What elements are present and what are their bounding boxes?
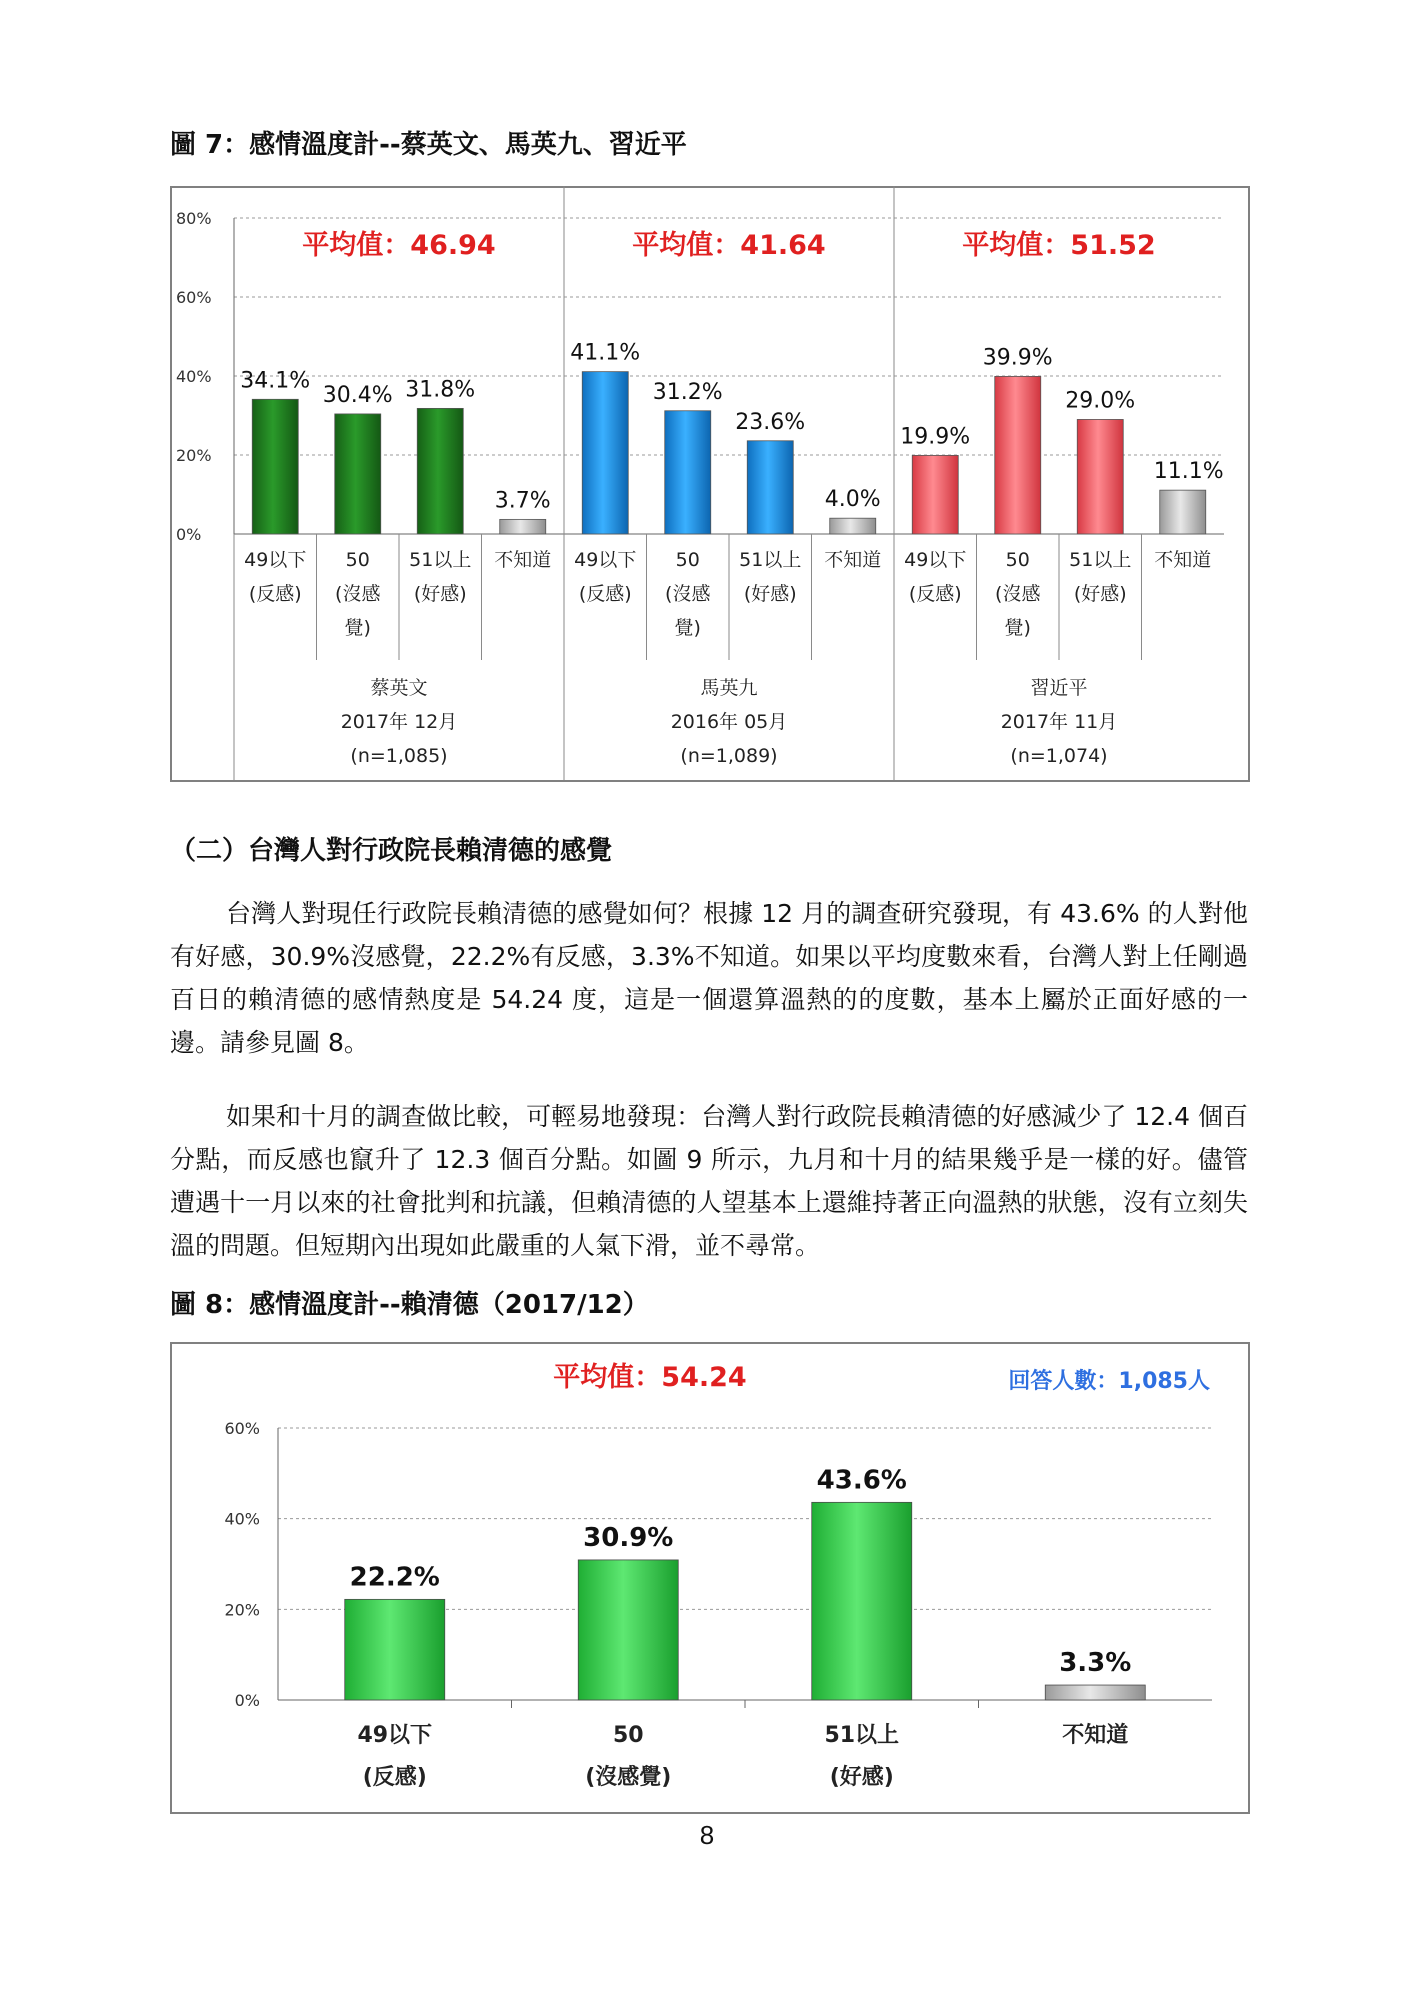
bar	[912, 455, 958, 534]
data-label: 30.9%	[583, 1522, 674, 1553]
mean-label: 平均值：54.24	[553, 1362, 747, 1393]
data-label: 3.7%	[494, 488, 551, 514]
bar	[1160, 490, 1206, 534]
bar	[582, 372, 628, 534]
section-title: （二）台灣人對行政院長賴清德的感覺	[170, 836, 613, 866]
bar	[578, 1560, 678, 1700]
category-label: 49以下	[904, 549, 967, 571]
data-label: 39.9%	[982, 345, 1053, 371]
category-label: 不知道	[1154, 549, 1212, 571]
y-tick-label: 60%	[224, 1419, 260, 1438]
data-label: 3.3%	[1059, 1648, 1132, 1679]
category-label: (反感)	[362, 1765, 427, 1790]
y-tick-label: 20%	[224, 1600, 260, 1620]
y-tick-label: 40%	[224, 1509, 260, 1529]
data-label: 30.4%	[322, 382, 393, 408]
y-tick-label: 20%	[176, 446, 212, 465]
mean-label: 平均值：51.52	[962, 230, 1156, 261]
page-number: 8	[699, 1820, 715, 1850]
bar	[812, 1502, 912, 1700]
group-person-label: 馬英九	[700, 677, 758, 699]
mean-label: 平均值：41.64	[632, 230, 826, 261]
category-label: 51以上	[1069, 549, 1132, 571]
data-label: 4.0%	[824, 487, 881, 513]
bar	[252, 399, 298, 534]
category-label: 49以下	[357, 1723, 433, 1748]
category-label: (沒感	[665, 583, 711, 605]
bar	[830, 518, 876, 534]
category-label: (好感)	[413, 583, 467, 605]
y-tick-label: 40%	[176, 367, 212, 386]
y-tick-label: 80%	[176, 209, 212, 228]
bar	[1077, 419, 1123, 534]
group-date-label: 2017年 12月	[340, 711, 458, 733]
category-label: (反感)	[248, 583, 302, 605]
category-label: 不知道	[824, 549, 882, 571]
category-label: (好感)	[1073, 583, 1127, 605]
category-label: 50	[345, 549, 370, 571]
y-tick-label: 0%	[234, 1691, 260, 1710]
y-tick-label: 60%	[176, 288, 212, 307]
data-label: 23.6%	[735, 409, 806, 435]
figure8-chart	[170, 1342, 1250, 1814]
paragraph-1: 台灣人對現任行政院長賴清德的感覺如何？根據 12 月的調查研究發現，有 43.6% 的人對他有好感，30.9%沒感覺，22.2%有反感，3.3%不知道。如果以平均度數來看，台灣人對上任剛過百日的賴清德的感情熱度是 54.24 度，這是一個還算溫熱的的度數，基本上屬於正面好感的一邊。請參見圖 8。	[170, 899, 1248, 1057]
figure7-chart	[170, 186, 1250, 782]
category-label: (反感)	[908, 583, 962, 605]
category-label: 51以上	[824, 1723, 900, 1748]
bar	[500, 519, 546, 534]
category-label: 50	[612, 1723, 644, 1748]
bar	[345, 1599, 445, 1700]
category-label: 不知道	[1062, 1723, 1129, 1748]
bar	[747, 441, 793, 534]
category-label: 49以下	[244, 549, 307, 571]
data-label: 22.2%	[349, 1562, 440, 1593]
data-label: 11.1%	[1153, 459, 1224, 485]
bar	[1045, 1685, 1145, 1700]
category-label: 51以上	[409, 549, 472, 571]
category-label: (反感)	[578, 583, 632, 605]
category-label: (好感)	[829, 1765, 894, 1790]
data-label: 34.1%	[240, 368, 311, 394]
group-n-label: (n=1,074)	[1010, 745, 1108, 767]
y-tick-label: 0%	[176, 525, 202, 544]
bar	[995, 376, 1041, 534]
group-person-label: 蔡英文	[370, 677, 428, 699]
category-label: 50	[675, 549, 700, 571]
bar	[335, 414, 381, 534]
group-date-label: 2016年 05月	[670, 711, 788, 733]
group-date-label: 2017年 11月	[1000, 711, 1118, 733]
category-label: 覺)	[674, 617, 701, 639]
paragraph-2: 如果和十月的調查做比較，可輕易地發現：台灣人對行政院長賴清德的好感減少了 12.4 個百分點，而反感也竄升了 12.3 個百分點。如圖 9 所示，九月和十月的結果幾乎是一樣的好。儘管遭遇十一月以來的社會批判和抗議，但賴清德的人望基本上還維持著正向溫熱的狀態，沒有立刻失溫的問題。但短期內出現如此嚴重的人氣下滑，並不尋常。	[170, 1102, 1248, 1260]
category-label: 51以上	[739, 549, 802, 571]
category-label: 覺)	[344, 617, 371, 639]
figure7-caption: 圖 7：感情溫度計--蔡英文、馬英九、習近平	[170, 130, 687, 160]
category-label: (沒感	[335, 583, 381, 605]
data-label: 31.8%	[405, 377, 476, 403]
group-person-label: 習近平	[1030, 677, 1088, 699]
category-label: 49以下	[574, 549, 637, 571]
data-label: 19.9%	[900, 424, 971, 450]
group-n-label: (n=1,089)	[680, 745, 778, 767]
bar	[665, 411, 711, 534]
group-n-label: (n=1,085)	[350, 745, 448, 767]
bar	[417, 408, 463, 534]
data-label: 43.6%	[816, 1465, 907, 1496]
category-label: 不知道	[494, 549, 552, 571]
category-label: (沒感	[995, 583, 1041, 605]
category-label: 覺)	[1004, 617, 1031, 639]
figure8-caption: 圖 8：感情溫度計--賴清德（2017/12）	[170, 1290, 649, 1320]
category-label: (沒感覺)	[585, 1765, 672, 1790]
mean-label: 平均值：46.94	[302, 230, 496, 261]
category-label: (好感)	[743, 583, 797, 605]
respondents-label: 回答人數：1,085人	[1008, 1369, 1210, 1394]
data-label: 31.2%	[652, 379, 723, 405]
data-label: 41.1%	[570, 340, 641, 366]
data-label: 29.0%	[1065, 388, 1136, 414]
category-label: 50	[1005, 549, 1030, 571]
